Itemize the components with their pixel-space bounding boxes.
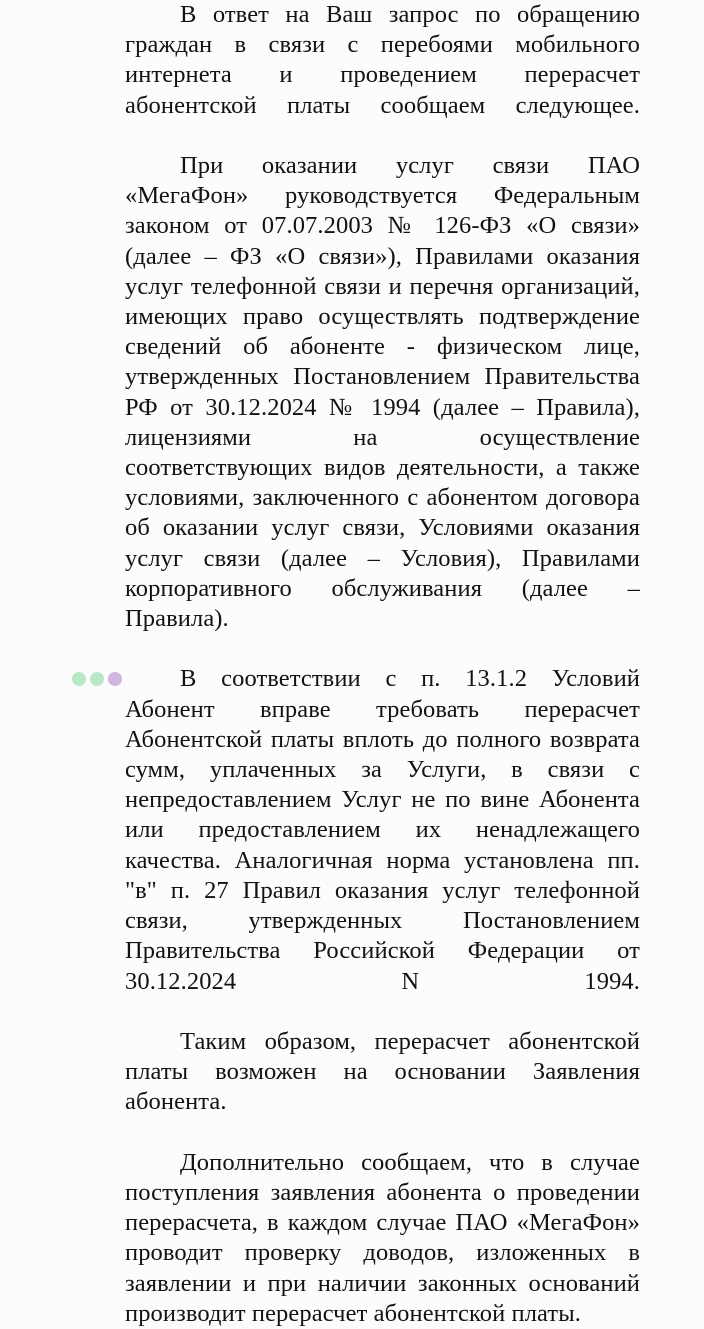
document-text-body bbox=[125, 0, 640, 1329]
marker-dot-green-2 bbox=[90, 672, 104, 686]
marker-dot-purple bbox=[108, 672, 122, 686]
paragraph-1: В ответ на Ваш запрос по обращению граждан в связи с перебоями мобильного интернета и проведением перерасчет абонентской платы сообщаем следующее. bbox=[125, 1, 640, 119]
marker-dot-green-1 bbox=[72, 672, 86, 686]
paragraph-5: Дополнительно сообщаем, что в случае поступления заявления абонента о проведении перерасчета, в каждом случае ПАО «МегаФон» проводит проверку доводов, изложенных в заявлении и при наличии законных оснований производит перерасчет абонентской платы. bbox=[125, 1148, 640, 1327]
three-dot-marker bbox=[72, 672, 122, 686]
paragraph-2: При оказании услуг связи ПАО «МегаФон» руководствуется Федеральным законом от 07.07.2003 № 126-ФЗ «О связи» (далее – ФЗ «О связи»), Правилами оказания услуг телефонной связи и перечня организаций, имеющих право осуществлять подтверждение сведений об абоненте - физическом лице, утвержденных Постановлением Правительства РФ от 30.12.2024 № 1994 (далее – Правила), лицензиями на осуществление соответствующих видов деятельности, а также условиями, заключенного с абонентом договора об оказании услуг связи, Условиями оказания услуг связи (далее – Условия), Правилами корпоративного обслуживания (далее – Правила). bbox=[125, 152, 640, 633]
paragraph-3: В соответствии с п. 13.1.2 Условий Абонент вправе требовать перерасчет Абонентской платы вплоть до полного возврата сумм, уплаченных за Услуги, в связи с непредоставлением Услуг не по вине Абонента или предоставлением их ненадлежащего качества. Аналогичная норма установлена пп. "в" п. 27 Правил оказания услуг телефонной связи, утвержденных Постановлением Правительства Российской Федерации от 30.12.2024 N 1994. bbox=[125, 665, 640, 995]
paragraph-4: Таким образом, перерасчет абонентской платы возможен на основании Заявления абонента. bbox=[125, 1027, 640, 1116]
